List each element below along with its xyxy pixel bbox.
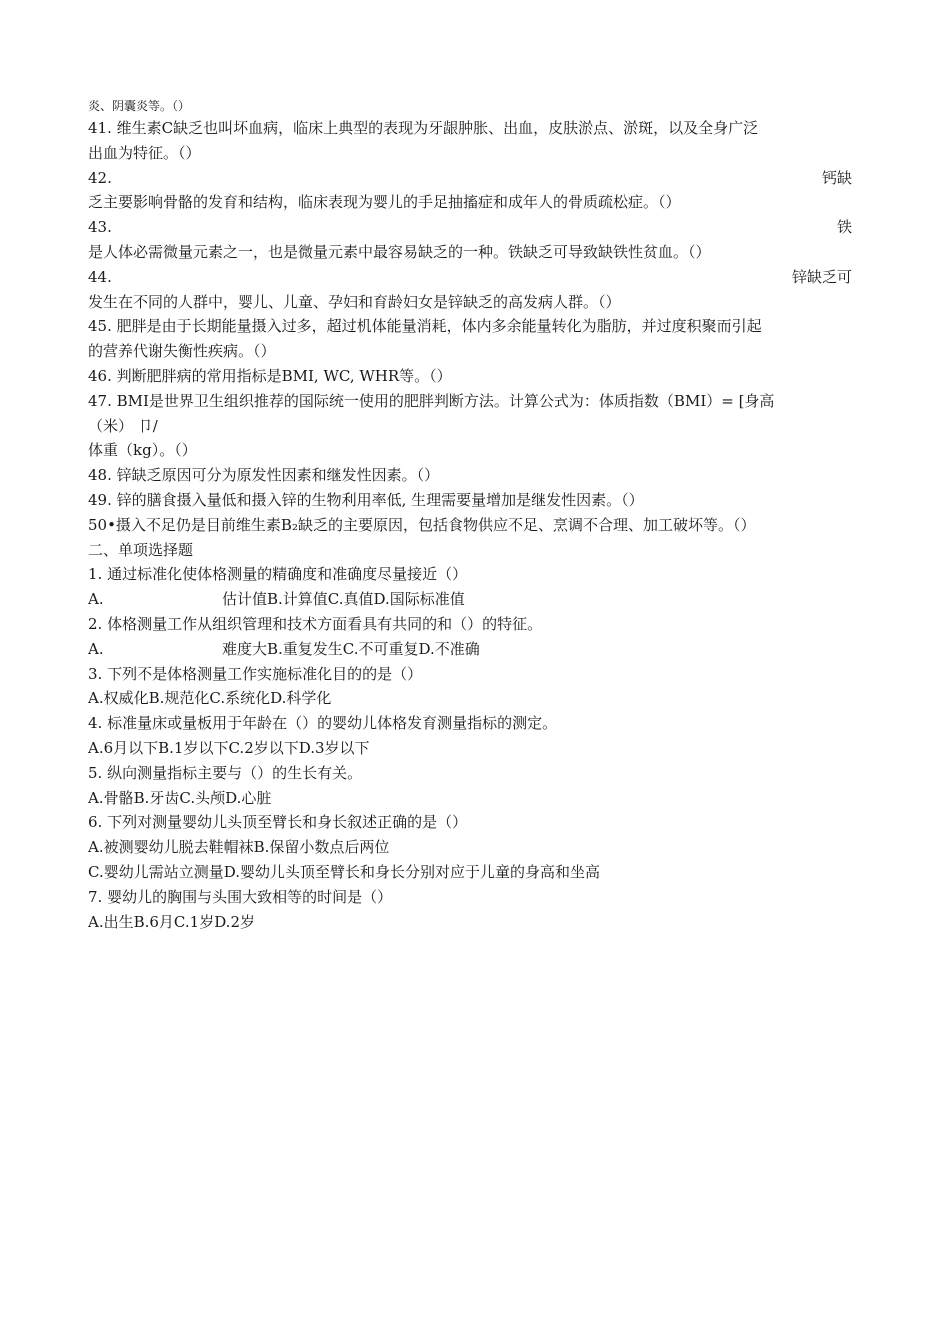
question-47-line-3: 体重（kg）。（） [88,441,197,460]
question-47-line-2: （米） 卩/ [88,416,158,435]
question-number: 44. [88,267,112,286]
option-label: A. [88,590,104,609]
question-48: 48. 锌缺乏原因可分为原发性因素和继发性因素。（） [88,466,440,485]
section-heading: 二、单项选择题 [88,540,194,559]
question-number: 42. [88,168,112,187]
question-number: 43. [88,218,112,237]
choice-options-6-cd: C.婴幼儿需站立测量D.婴幼儿头顶至臂长和身长分别对应于儿童的身高和坐高 [88,862,600,881]
question-49: 49. 锌的膳食摄入量低和摄入锌的生物利用率低, 生理需要量增加是继发性因素。（） [88,490,644,509]
choice-question-3: 3. 下列不是体格测量工作实施标准化目的的是（） [88,664,423,683]
choice-question-1: 1. 通过标准化使体格测量的精确度和准确度尽量接近（） [88,565,468,584]
question-45-line-2: 的营养代谢失衡性疾病。（） [88,342,276,361]
question-47-line-1: 47. BMI是世界卫生组织推荐的国际统一使用的肥胖判断方法。计算公式为：体质指数（BMI）= [身高 [88,391,775,410]
question-43-line-2: 是人体必需微量元素之一，也是微量元素中最容易缺乏的一种。铁缺乏可导致缺铁性贫血。（） [88,242,711,261]
choice-question-5: 5. 纵向测量指标主要与（）的生长有关。 [88,763,363,782]
choice-options-5: A.骨骼B.牙齿C.头颅D.心脏 [88,788,272,807]
question-41-line-2: 出血为特征。（） [88,143,201,162]
choice-options-6-ab: A.被测婴幼儿脱去鞋帽袜B.保留小数点后两位 [88,838,390,857]
choice-options-4: A.6月以下B.1岁以下C.2岁以下D.3岁以下 [88,738,370,757]
question-text-fragment: 钙缺 [821,168,852,187]
option-label: A. [88,639,104,658]
question-42-line-1 [88,166,858,191]
option-text: 难度大B.重复发生C.不可重复D.不准确 [222,639,480,658]
option-text: 估计值B.计算值C.真值D.国际标准值 [222,590,465,609]
question-50: 50•摄入不足仍是目前维生素B₂缺乏的主要原因，包括食物供应不足、烹调不合理、加工破坏等。（） [88,515,756,534]
question-text-fragment: 铁 [836,218,852,237]
question-text-fragment: 锌缺乏可 [791,267,852,286]
question-44-line-1 [88,265,858,290]
question-43-line-1 [88,215,858,240]
question-41-line-1: 41. 维生素C缺乏也叫坏血病，临床上典型的表现为牙龈肿胀、出血，皮肤淤点、淤斑，以及全身广泛 [88,119,759,137]
question-46: 46. 判断肥胖病的常用指标是BMI, WC, WHR等。（） [88,366,452,385]
choice-question-4: 4. 标准量床或量板用于年龄在（）的婴幼儿体格发育测量指标的测定。 [88,714,558,733]
choice-options-1 [88,587,858,612]
choice-options-2 [88,637,858,662]
choice-options-3: A.权威化B.规范化C.系统化D.科学化 [88,689,332,708]
choice-options-7: A.出生B.6月C.1岁D.2岁 [88,912,255,931]
question-45-line-1: 45. 肥胖是由于长期能量摄入过多，超过机体能量消耗，体内多余能量转化为脂肪，并过度积聚而引起 [88,317,762,336]
choice-question-2: 2. 体格测量工作从组织管理和技术方面看具有共同的和（）的特征。 [88,614,543,633]
text-line: 炎、阴囊炎等。（） [88,99,191,113]
question-44-line-2: 发生在不同的人群中，婴儿、儿童、孕妇和育龄妇女是锌缺乏的高发病人群。（） [88,292,621,311]
choice-question-6: 6. 下列对测量婴幼儿头顶至臂长和身长叙述正确的是（） [88,813,468,832]
choice-question-7: 7. 婴幼儿的胸围与头围大致相等的时间是（） [88,887,393,906]
question-42-line-2: 乏主要影响骨骼的发育和结构，临床表现为婴儿的手足抽搐症和成年人的骨质疏松症。（） [88,193,681,212]
